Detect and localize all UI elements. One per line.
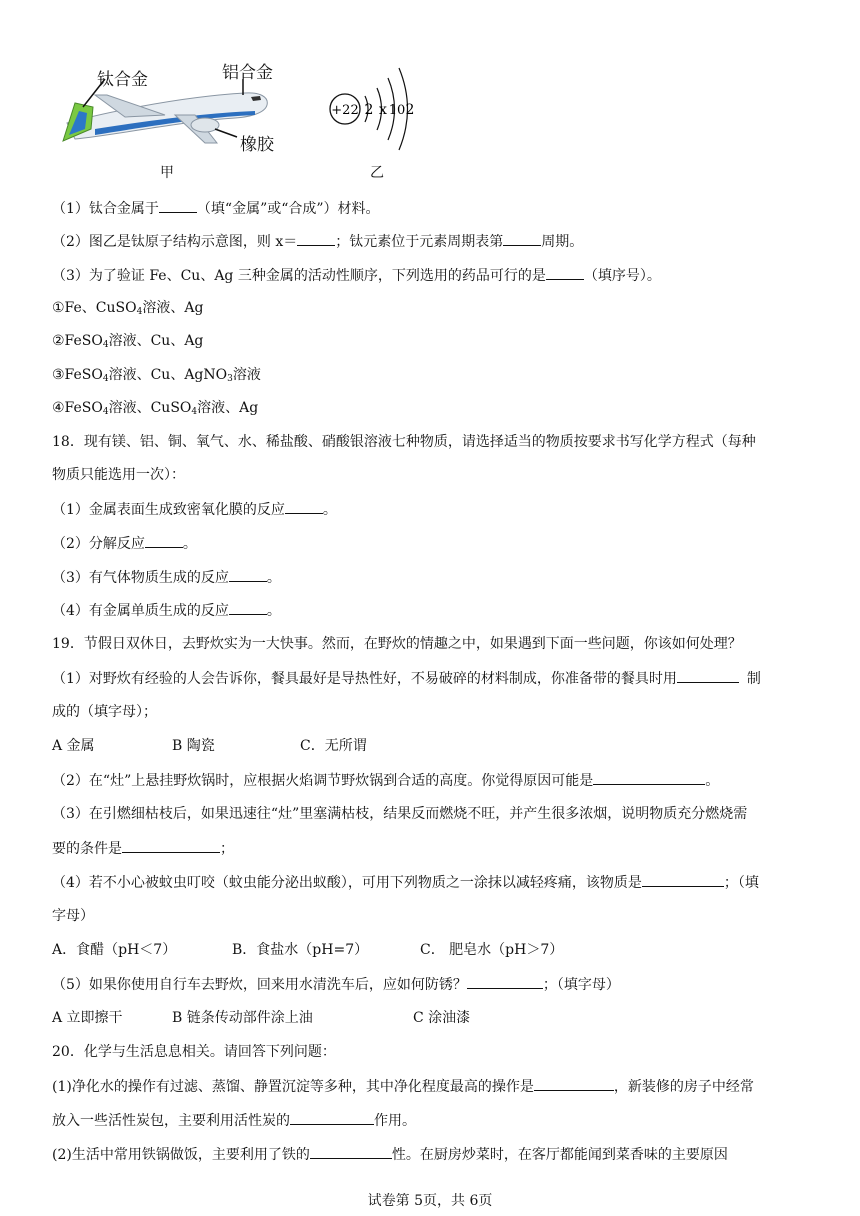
q19-part4-line1: （4）若不小心被蚊虫叮咬（蚊虫能分泌出蚁酸），可用下列物质之一涂抹以减轻疼痛，该物质是 ；（填 xyxy=(52,872,759,893)
q19-part4-options: A．食醋（pH＜7） B．食盐水（pH=7） C． 肥皂水（pH＞7） xyxy=(52,942,564,958)
atom-shell-3: 10 xyxy=(388,103,406,118)
q17-part1: （1）钛合金属于 （填“金属”或“合成”）材料。 xyxy=(52,198,380,219)
answer-blank[interactable] xyxy=(159,198,197,213)
q19-part3-line1: （3）在引燃细枯枝后，如果迅速往“灶”里塞满枯枝，结果反而燃烧不旺，并产生很多浓烟，说明物质充分燃烧需 xyxy=(52,806,748,822)
page-footer: 试卷第 5页，共 6页 xyxy=(367,1193,493,1209)
q17-option-4: ④FeSO$_4$溶液、CuSO$_4$溶液、Ag xyxy=(52,400,259,417)
q17-option-1: ①Fe、CuSO$_4$溶液、Ag xyxy=(52,300,204,317)
q19-part3-line2: 要的条件是 ； xyxy=(52,838,234,859)
q17-part3: （3）为了验证 Fe、Cu、Ag 三种金属的活动性顺序，下列选用的药品可行的是 （填序号）。 xyxy=(52,265,661,286)
q19-part1-line2: 成的（填字母）； xyxy=(52,704,157,720)
q20-part1-line2: 放入一些活性炭包，主要利用活性炭的 作用。 xyxy=(52,1110,416,1131)
answer-blank[interactable] xyxy=(290,1110,374,1125)
q18-part1: （1）金属表面生成致密氧化膜的反应 。 xyxy=(52,499,337,520)
answer-blank[interactable] xyxy=(229,567,267,582)
answer-blank[interactable] xyxy=(145,533,183,548)
answer-blank[interactable] xyxy=(503,231,541,246)
answer-blank[interactable] xyxy=(534,1076,614,1091)
caption-yi: 乙 xyxy=(370,165,384,181)
answer-blank[interactable] xyxy=(229,600,267,615)
answer-blank[interactable] xyxy=(593,770,705,785)
q19-part5: （5）如果你使用自行车去野炊，回来用水清洗车后，应如何防锈？ ；（填字母） xyxy=(52,974,620,995)
q19-part5-options: A 立即擦干 B 链条传动部件涂上油 C 涂油漆 xyxy=(52,1010,471,1026)
q19-part2: （2）在“灶”上悬挂野炊锅时，应根据火焰调节野炊锅到合适的高度。你觉得原因可能是 。 xyxy=(52,770,719,791)
answer-blank[interactable] xyxy=(642,872,724,887)
q18-stem-line2: 物质只能选用一次）： xyxy=(52,467,185,483)
atom-shell-2: x xyxy=(379,102,387,118)
label-titanium-alloy: 钛合金 xyxy=(97,70,148,90)
atom-nucleus: +22 xyxy=(331,103,359,118)
q18-part4: （4）有金属单质生成的反应 。 xyxy=(52,600,281,621)
q17-part2: （2）图乙是钛原子结构示意图，则 x＝ ；钛元素位于元素周期表第 周期。 xyxy=(52,231,583,252)
answer-blank[interactable] xyxy=(297,231,335,246)
answer-blank[interactable] xyxy=(310,1144,392,1159)
label-aluminum-alloy: 铝合金 xyxy=(222,63,273,83)
atom-shell-1: 2 xyxy=(364,102,374,118)
answer-blank[interactable] xyxy=(122,838,220,853)
q18-stem-line1: 18．现有镁、铝、铜、氧气、水、稀盐酸、硝酸银溶液七种物质，请选择适当的物质按要求书写化学方程式（每种 xyxy=(52,434,756,450)
answer-blank[interactable] xyxy=(546,265,584,280)
q20-part2-line1: (2)生活中常用铁锅做饭，主要利用了铁的 性。在厨房炒菜时，在客厅都能闻到菜香味的主要原因 xyxy=(52,1144,728,1165)
answer-blank[interactable] xyxy=(467,974,543,989)
answer-blank[interactable] xyxy=(285,499,323,514)
q19-part1-line1: （1）对野炊有经验的人会告诉你，餐具最好是导热性好，不易破碎的材料制成，你准备带的餐具时用 制 xyxy=(52,668,761,689)
q17-option-2: ②FeSO$_4$溶液、Cu、Ag xyxy=(52,333,204,350)
q20-part1-line1: (1)净化水的操作有过滤、蒸馏、静置沉淀等多种，其中净化程度最高的操作是 ，新装修的房子中经常 xyxy=(52,1076,754,1097)
q18-part2: （2）分解反应 。 xyxy=(52,533,197,554)
q17-option-3: ③FeSO$_4$溶液、Cu、AgNO$_3$溶液 xyxy=(52,367,261,384)
q20-stem: 20．化学与生活息息相关。请回答下列问题： xyxy=(52,1044,336,1060)
answer-blank[interactable] xyxy=(677,668,739,683)
q18-part3: （3）有气体物质生成的反应 。 xyxy=(52,567,281,588)
caption-jia: 甲 xyxy=(160,165,174,181)
label-rubber: 橡胶 xyxy=(240,135,274,155)
q19-stem: 19．节假日双休日，去野炊实为一大快事。然而，在野炊的情趣之中，如果遇到下面一些问题，你该如何处理？ xyxy=(52,636,742,652)
atom-structure-diagram xyxy=(325,62,425,162)
q19-part4-line2: 字母） xyxy=(52,908,94,924)
q19-part1-options: A 金属 B 陶瓷 C．无所谓 xyxy=(52,738,367,754)
atom-shell-4: 2 xyxy=(405,102,415,118)
